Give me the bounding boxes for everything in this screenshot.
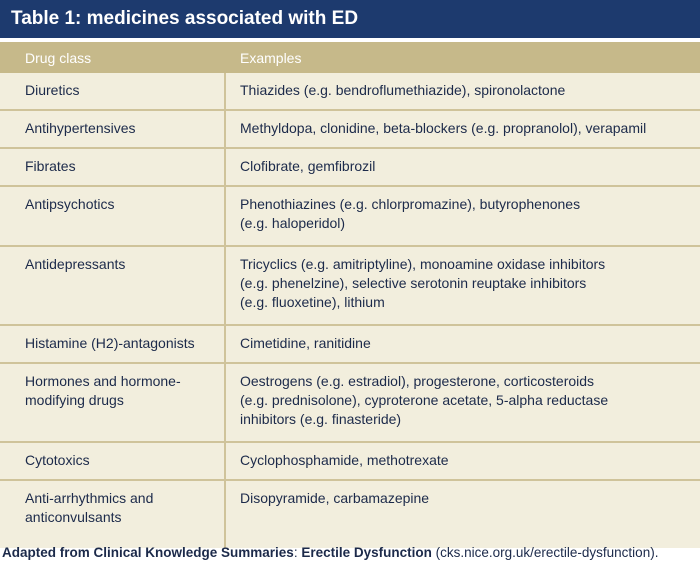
table-row (0, 441, 700, 479)
examples-cell (226, 481, 700, 548)
examples-cell (226, 111, 700, 147)
cell-line: Antidepressants (25, 256, 126, 272)
cell-line: Cimetidine, ranitidine (240, 335, 371, 351)
drug-class-cell (0, 443, 226, 479)
cell-line: Oestrogens (e.g. estradiol), progesterone, corticosteroids (240, 373, 595, 389)
footnote-prefix: Adapted from Clinical Knowledge Summaries (2, 545, 294, 560)
table-row (0, 73, 700, 109)
cell-line: (e.g. haloperidol) (240, 215, 346, 231)
header-drug-class: Drug class (25, 49, 92, 66)
table-row (0, 109, 700, 147)
cell-line: (e.g. prednisolone), cyproterone acetate, 5-alpha reductase (240, 392, 609, 408)
cell-line: inhibitors (e.g. finasteride) (240, 411, 402, 427)
header-examples: Examples (240, 49, 302, 66)
cell-line: Phenothiazines (e.g. chlorpromazine), butyrophenones (240, 196, 581, 212)
source-footnote (2, 545, 700, 560)
examples-cell (226, 247, 700, 324)
table-row (0, 185, 700, 245)
cell-line: (e.g. fluoxetine), lithium (240, 294, 385, 310)
examples-cell (226, 364, 700, 441)
table-row (0, 324, 700, 362)
cell-line: Hormones and hormone- (25, 373, 181, 389)
examples-cell (226, 443, 700, 479)
footnote-colon: : (293, 545, 302, 560)
table-row (0, 245, 700, 324)
table-body (0, 73, 700, 548)
drug-class-cell (0, 247, 226, 324)
cell-line: Disopyramide, carbamazepine (240, 490, 430, 506)
cell-line: (e.g. phenelzine), selective serotonin reuptake inhibitors (240, 275, 587, 291)
cell-line: Antihypertensives (25, 120, 136, 136)
examples-cell (226, 73, 700, 109)
cell-line: Methyldopa, clonidine, beta-blockers (e.g. propranolol), verapamil (240, 120, 647, 136)
cell-line: Anti-arrhythmics and (25, 490, 154, 506)
cell-line: modifying drugs (25, 392, 124, 408)
table-row (0, 147, 700, 185)
cell-line: Antipsychotics (25, 196, 115, 212)
drug-class-cell (0, 187, 226, 245)
drug-class-cell (0, 73, 226, 109)
drug-class-cell (0, 111, 226, 147)
cell-line: Thiazides (e.g. bendroflumethiazide), spironolactone (240, 82, 566, 98)
cell-line: Cytotoxics (25, 452, 90, 468)
cell-line: Histamine (H2)-antagonists (25, 335, 195, 351)
examples-cell (226, 326, 700, 362)
examples-cell (226, 149, 700, 185)
table-header-row (0, 38, 700, 73)
drug-class-cell (0, 326, 226, 362)
cell-line: Clofibrate, gemfibrozil (240, 158, 376, 174)
table-row (0, 479, 700, 548)
drug-class-cell (0, 149, 226, 185)
examples-cell (226, 187, 700, 245)
footnote-source-title: Erectile Dysfunction (301, 545, 432, 560)
cell-line: Tricyclics (e.g. amitriptyline), monoamine oxidase inhibitors (240, 256, 606, 272)
cell-line: Cyclophosphamide, methotrexate (240, 452, 449, 468)
footnote-url: (cks.nice.org.uk/erectile-dysfunction). (431, 545, 659, 560)
drug-class-cell (0, 364, 226, 441)
cell-line: Fibrates (25, 158, 76, 174)
table-title: Table 1: medicines associated with ED (0, 0, 700, 38)
cell-line: Diuretics (25, 82, 80, 98)
cell-line: anticonvulsants (25, 509, 122, 525)
table-row (0, 362, 700, 441)
drug-class-cell (0, 481, 226, 548)
